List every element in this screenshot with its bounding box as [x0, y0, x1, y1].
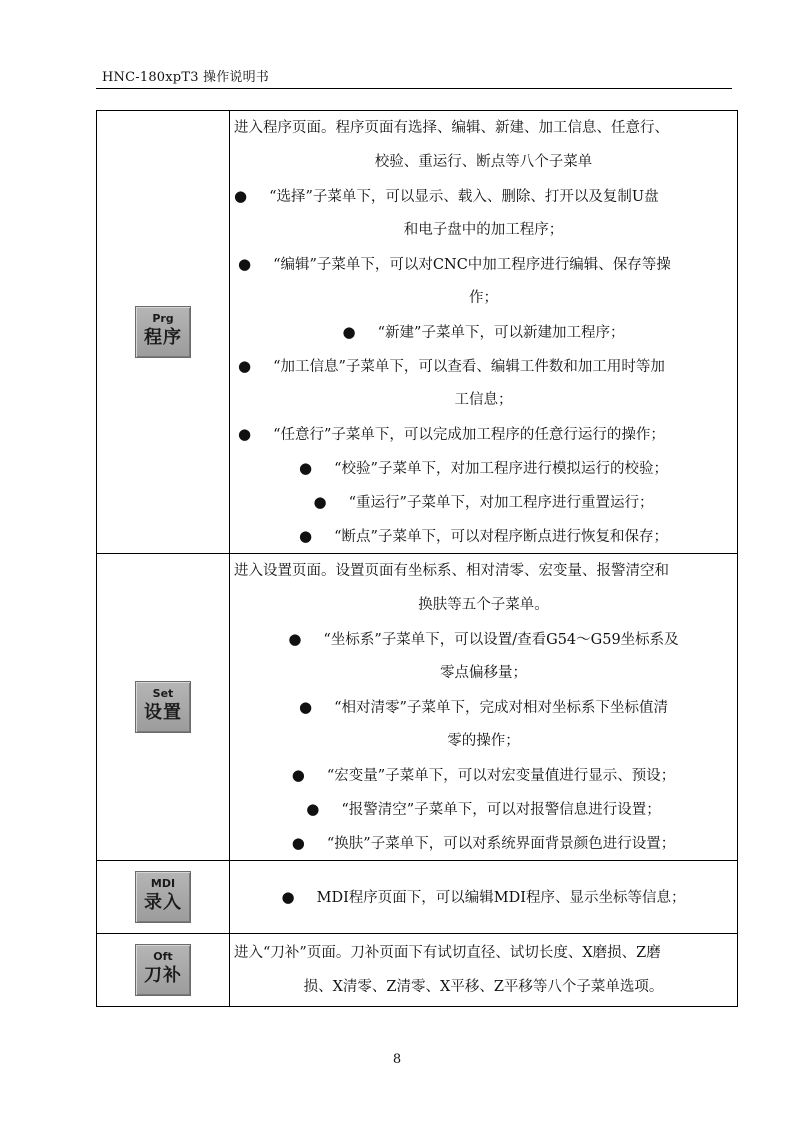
key-function-table [96, 110, 738, 1007]
bullet-icon: ● [299, 698, 313, 716]
bullet-line: ● “编辑”子菜单下，可以对CNC中加工程序进行编辑、保存等操 [238, 255, 671, 273]
bullet-icon: ● [238, 255, 252, 273]
desc-cell-mdi [230, 861, 738, 934]
bullet-line: ● “相对清零”子菜单下，完成对相对坐标系下坐标值清 [299, 698, 668, 716]
set-key-icon [135, 681, 191, 733]
bullet-icon: ● [306, 800, 320, 818]
key-cell-prg [97, 111, 230, 554]
bullet-icon: ● [291, 766, 305, 784]
key-cell-mdi [97, 861, 230, 934]
desc-cell-set [230, 554, 738, 861]
bullet-line: ● “报警清空”子菜单下，可以对报警信息进行设置； [306, 800, 661, 818]
oft-key-icon [135, 944, 191, 996]
desc-line: 进入设置页面。设置页面有坐标系、相对清零、宏变量、报警清空和 [234, 563, 669, 579]
desc-cell-oft [230, 934, 738, 1007]
key-label-en: Oft [153, 950, 173, 963]
desc-line: 作； [469, 290, 498, 306]
desc-line: 进入“刀补”页面。刀补页面下有试切直径、试切长度、X磨损、Z磨 [234, 945, 661, 961]
prg-key-icon [135, 306, 191, 358]
desc-cell-prg [230, 111, 738, 554]
bullet-line: ● “宏变量”子菜单下，可以对宏变量值进行显示、预设； [291, 766, 676, 784]
bullet-icon: ● [238, 425, 252, 443]
bullet-icon: ● [281, 887, 295, 906]
key-label-en: Set [152, 687, 174, 700]
bullet-line: ● “任意行”子菜单下，可以完成加工程序的任意行运行的操作； [238, 425, 665, 443]
key-label-en: MDI [150, 877, 176, 890]
bullet-icon: ● [234, 187, 248, 205]
bullet-line: ● “校验”子菜单下，对加工程序进行模拟运行的校验； [299, 459, 668, 477]
key-label-zh: 录入 [144, 892, 182, 913]
bullet-line: ● “坐标系”子菜单下，可以设置/查看G54～G59坐标系及 [288, 630, 679, 648]
bullet-line: ● “断点”子菜单下，可以对程序断点进行恢复和保存； [299, 527, 668, 545]
key-cell-set [97, 554, 230, 861]
bullet-line: ● “换肤”子菜单下，可以对系统界面背景颜色进行设置； [291, 834, 676, 852]
bullet-icon: ● [238, 357, 252, 375]
table-row-mdi [97, 861, 738, 934]
mdi-key-icon [135, 871, 191, 923]
key-label-en: Prg [152, 312, 174, 325]
key-label-zh: 刀补 [144, 965, 182, 986]
key-label-zh: 设置 [144, 702, 182, 723]
desc-line: 零点偏移量； [440, 665, 527, 681]
desc-line: 损、X清零、Z清零、X平移、Z平移等八个子菜单选项。 [303, 979, 664, 995]
bullet-icon: ● [291, 834, 305, 852]
key-label-zh: 程序 [144, 327, 182, 348]
desc-line: 校验、重运行、断点等八个子菜单 [374, 154, 593, 170]
page-number: 8 [392, 1052, 402, 1067]
bullet-icon: ● [288, 630, 302, 648]
bullet-line: ● “重运行”子菜单下，对加工程序进行重置运行； [313, 493, 654, 511]
bullet-line: ● “新建”子菜单下，可以新建加工程序； [342, 323, 625, 341]
key-cell-oft [97, 934, 230, 1007]
bullet-line: ● “选择”子菜单下，可以显示、载入、删除、打开以及复制U盘 [234, 187, 659, 205]
table-row-set [97, 554, 738, 861]
desc-line: 和电子盘中的加工程序； [403, 222, 564, 238]
bullet-line: ● MDI程序页面下，可以编辑MDI程序、显示坐标等信息； [281, 887, 686, 906]
header-rule [96, 88, 732, 89]
table-row-prg [97, 111, 738, 554]
bullet-icon: ● [313, 493, 327, 511]
table-row-oft [97, 934, 738, 1007]
bullet-icon: ● [299, 527, 313, 545]
page-header-title: HNC-180xpT3 操作说明书 [102, 70, 269, 85]
desc-line: 零的操作； [447, 733, 520, 749]
bullet-line: ● “加工信息”子菜单下，可以查看、编辑工件数和加工用时等加 [238, 357, 665, 375]
bullet-icon: ● [342, 323, 356, 341]
desc-line: 工信息； [454, 392, 513, 408]
desc-line: 进入程序页面。程序页面有选择、编辑、新建、加工信息、任意行、 [234, 120, 669, 136]
desc-line: 换肤等五个子菜单。 [418, 597, 549, 613]
bullet-icon: ● [299, 459, 313, 477]
